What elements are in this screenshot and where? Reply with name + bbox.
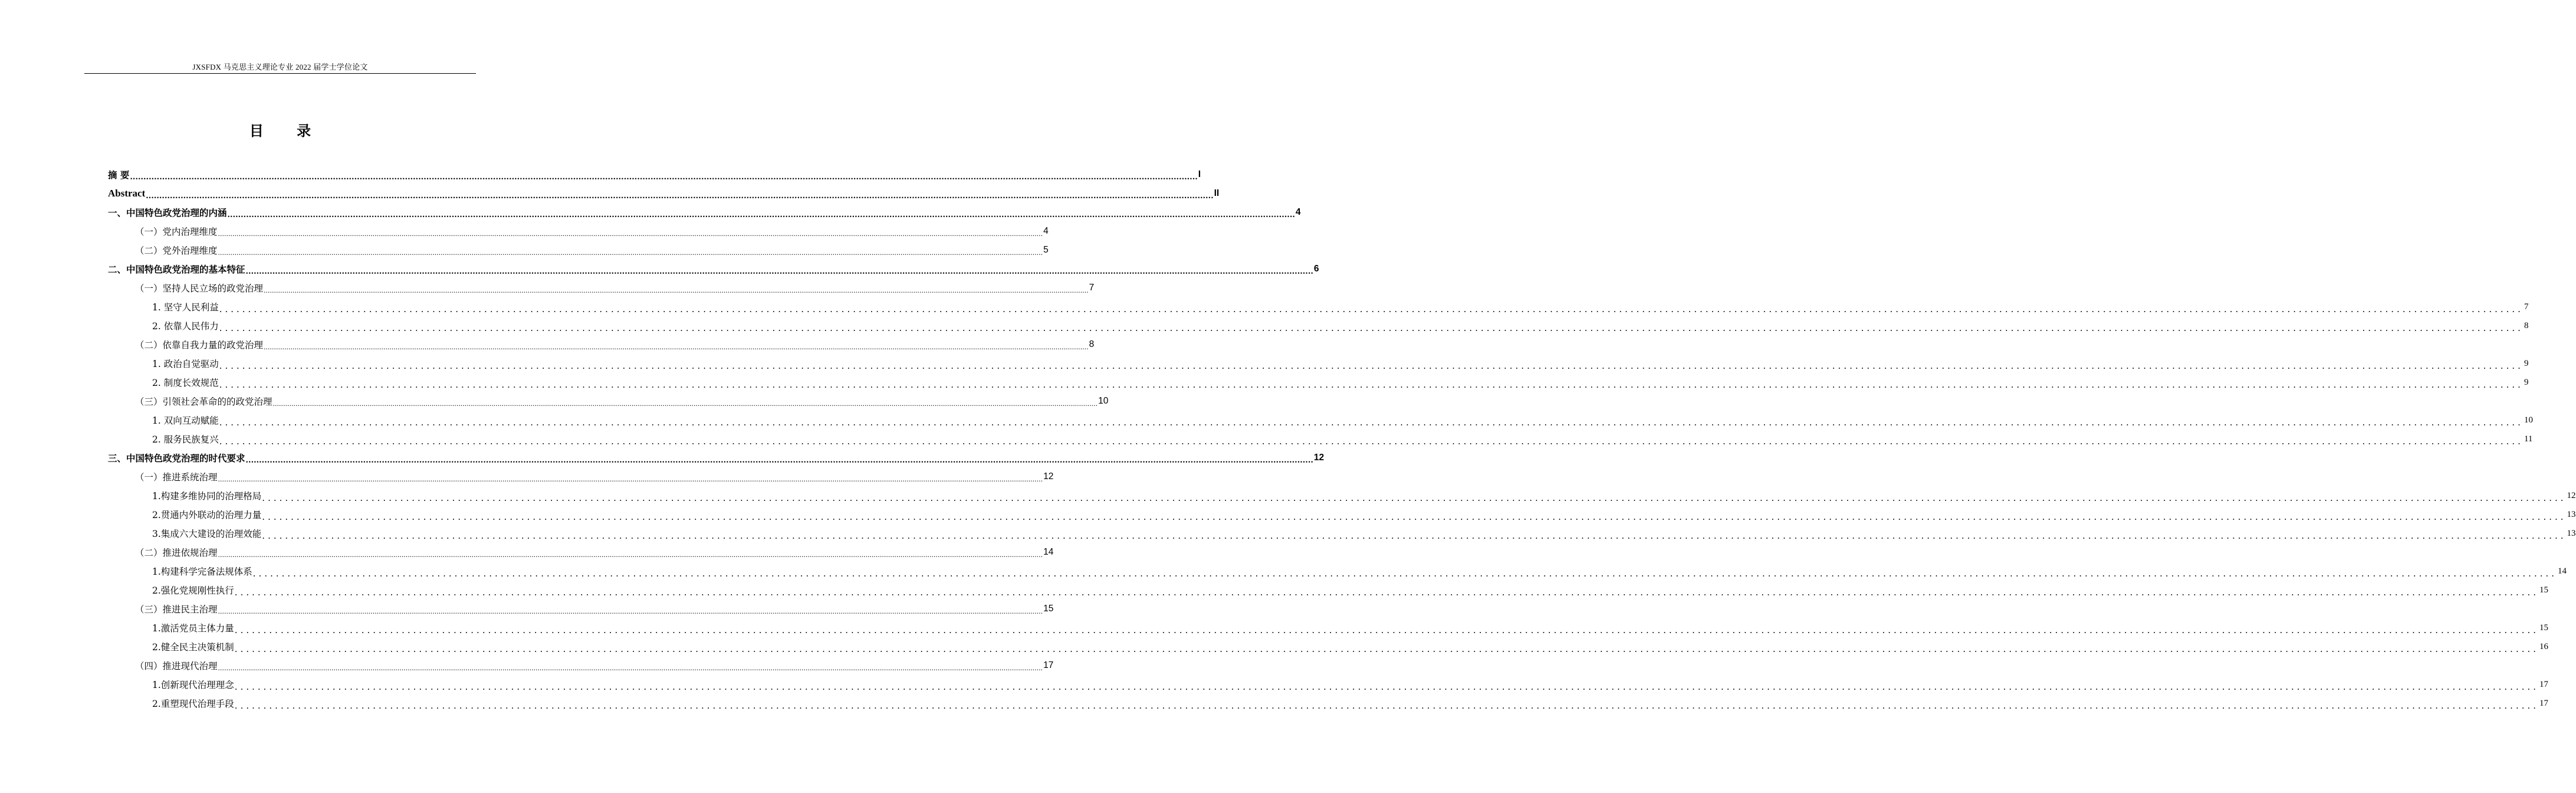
toc-entry[interactable] xyxy=(108,505,2576,524)
toc-entry[interactable] xyxy=(108,222,1049,241)
dot-leader: ................................................................................................................................................................................................................................................................................................................................................................................................................ xyxy=(218,664,1043,672)
toc-entry-label: （一）坚持人民立场的政党治理 xyxy=(135,283,264,294)
toc-entry[interactable] xyxy=(108,618,2549,637)
toc-entry-page-number: 4 xyxy=(1295,207,1301,217)
toc-entry-page-number: 16 xyxy=(2539,641,2549,651)
toc-entry[interactable] xyxy=(108,297,2529,316)
dot-leader: ................................................................................................................................................................................................................................................................................................................................................................................................................ xyxy=(264,286,1089,294)
toc-entry[interactable] xyxy=(108,543,1054,562)
toc-entry-label: 1.构建科学完备法规体系 xyxy=(152,566,252,577)
toc-entry-label: 1.创新现代治理理念 xyxy=(152,680,234,690)
toc-entry-page-number: 15 xyxy=(1043,604,1054,614)
toc-entry-page-number: 5 xyxy=(1043,245,1049,255)
toc-entry-page-number: 6 xyxy=(1313,264,1319,274)
dot-leader: ................................................................................................................................................................................................................................................................................................................................................................................................................ xyxy=(252,568,2558,579)
toc-entry[interactable] xyxy=(108,373,2529,392)
toc-entry-label: （二）依靠自我力量的政党治理 xyxy=(135,340,264,350)
dot-leader: ................................................................................................................................................................................................................................................................................................................................................................................................................ xyxy=(218,550,1043,559)
toc-entry-label: 2.贯通内外联动的治理力量 xyxy=(152,510,262,520)
toc-entry[interactable] xyxy=(108,165,1201,184)
toc-entry-label: Abstract xyxy=(108,188,146,199)
header-rule xyxy=(84,73,476,74)
toc-entry[interactable] xyxy=(108,599,1054,618)
dot-leader: ................................................................................................................................................................................................................................................................................................................................................................................................................ xyxy=(219,303,2524,314)
dot-leader: ................................................................................................................................................................................................................................................................................................................................................................................................................ xyxy=(262,511,2567,522)
toc-entry[interactable] xyxy=(108,184,1220,203)
toc-entry-label: 二、中国特色政党治理的基本特征 xyxy=(108,264,245,275)
toc-entry-page-number: 4 xyxy=(1043,226,1049,236)
dot-leader: ................................................................................................................................................................................................................................................................................................................................................................................................................ xyxy=(262,492,2567,503)
toc-entry[interactable] xyxy=(108,694,2549,713)
toc-entry-page-number: 7 xyxy=(2524,302,2529,312)
toc-entry-page-number: 13 xyxy=(2567,509,2576,519)
dot-leader: ................................................................................................................................................................................................................................................................................................................................................................................................................ xyxy=(146,191,1214,201)
toc-entry[interactable] xyxy=(108,411,2533,430)
toc-entry[interactable] xyxy=(108,241,1049,260)
toc-entry[interactable] xyxy=(108,316,2529,335)
dot-leader: ................................................................................................................................................................................................................................................................................................................................................................................................................ xyxy=(218,475,1043,483)
toc-entry-page-number: 17 xyxy=(1043,660,1054,670)
toc-entry[interactable] xyxy=(108,354,2529,373)
toc-entry[interactable] xyxy=(108,637,2549,656)
toc-entry[interactable] xyxy=(108,430,2533,448)
toc-entry-label: 2.强化党规刚性执行 xyxy=(152,585,234,596)
toc-entry-label: （三）推进民主治理 xyxy=(135,604,218,615)
dot-leader: ................................................................................................................................................................................................................................................................................................................................................................................................................ xyxy=(245,267,1313,276)
toc-entry-label: （三）引领社会革命的的政党治理 xyxy=(135,396,272,407)
toc-entry[interactable] xyxy=(108,392,1109,411)
toc-entry-label: 2.重塑现代治理手段 xyxy=(152,699,234,709)
toc-entry-page-number: I xyxy=(1198,169,1201,179)
toc-entry-page-number: 9 xyxy=(2524,377,2529,387)
dot-leader: ................................................................................................................................................................................................................................................................................................................................................................................................................ xyxy=(219,417,2524,428)
toc-entry[interactable] xyxy=(108,260,1319,278)
toc-entry[interactable] xyxy=(108,335,1095,354)
toc-entry-page-number: 10 xyxy=(2524,415,2533,425)
table-of-contents xyxy=(108,165,2576,713)
toc-entry[interactable] xyxy=(108,656,1054,675)
toc-entry-page-number: 7 xyxy=(1089,283,1095,293)
toc-entry[interactable] xyxy=(108,581,2549,599)
toc-entry-label: 三、中国特色政党治理的时代要求 xyxy=(108,453,245,464)
dot-leader: ................................................................................................................................................................................................................................................................................................................................................................................................................ xyxy=(234,700,2539,711)
toc-entry-label: 1. 政治自觉驱动 xyxy=(152,359,219,369)
toc-entry-page-number: 17 xyxy=(2539,679,2549,689)
toc-entry-label: 1. 双向互动赋能 xyxy=(152,415,219,426)
toc-entry-page-number: 17 xyxy=(2539,698,2549,708)
dot-leader: ................................................................................................................................................................................................................................................................................................................................................................................................................ xyxy=(234,624,2539,635)
toc-entry[interactable] xyxy=(108,524,2576,543)
dot-leader: ................................................................................................................................................................................................................................................................................................................................................................................................................ xyxy=(219,360,2524,371)
toc-entry-label: 1. 坚守人民利益 xyxy=(152,302,219,313)
dot-leader: ................................................................................................................................................................................................................................................................................................................................................................................................................ xyxy=(227,210,1295,219)
toc-entry-page-number: 14 xyxy=(2558,566,2567,576)
toc-entry-page-number: 11 xyxy=(2524,434,2533,444)
toc-entry[interactable] xyxy=(108,486,2576,505)
dot-leader: ................................................................................................................................................................................................................................................................................................................................................................................................................ xyxy=(219,435,2524,447)
toc-entry-label: 2. 依靠人民伟力 xyxy=(152,321,219,332)
page-title: 目 录 xyxy=(249,123,326,139)
dot-leader: ................................................................................................................................................................................................................................................................................................................................................................................................................ xyxy=(245,456,1313,465)
toc-entry-label: （一）党内治理维度 xyxy=(135,227,218,237)
toc-entry[interactable] xyxy=(108,675,2549,694)
toc-entry-page-number: 12 xyxy=(1043,471,1054,481)
toc-entry-label: （一）推进系统治理 xyxy=(135,472,218,483)
toc-entry-page-number: 8 xyxy=(1089,339,1095,349)
toc-entry-page-number: 9 xyxy=(2524,358,2529,368)
toc-entry[interactable] xyxy=(108,467,1054,486)
toc-entry[interactable] xyxy=(108,278,1095,297)
toc-entry-label: （二）推进依规治理 xyxy=(135,548,218,558)
toc-entry-page-number: II xyxy=(1214,188,1220,198)
toc-entry-label: 2. 制度长效规范 xyxy=(152,378,219,388)
toc-entry-label: 摘 要 xyxy=(108,170,130,181)
toc-entry-page-number: 10 xyxy=(1098,396,1109,406)
toc-entry-page-number: 12 xyxy=(1313,453,1325,463)
dot-leader: ................................................................................................................................................................................................................................................................................................................................................................................................................ xyxy=(272,399,1098,408)
toc-entry[interactable] xyxy=(108,562,2567,581)
dot-leader: ................................................................................................................................................................................................................................................................................................................................................................................................................ xyxy=(219,322,2524,333)
dot-leader: ................................................................................................................................................................................................................................................................................................................................................................................................................ xyxy=(264,343,1089,351)
toc-entry-page-number: 8 xyxy=(2524,320,2529,330)
toc-entry-label: 一、中国特色政党治理的内涵 xyxy=(108,208,227,218)
toc-entry-page-number: 15 xyxy=(2539,622,2549,633)
dot-leader: ................................................................................................................................................................................................................................................................................................................................................................................................................ xyxy=(130,172,1198,182)
dot-leader: ................................................................................................................................................................................................................................................................................................................................................................................................................ xyxy=(218,230,1043,238)
toc-entry-page-number: 14 xyxy=(1043,547,1054,557)
toc-entry-label: 2.健全民主决策机制 xyxy=(152,642,234,653)
toc-entry-label: （二）党外治理维度 xyxy=(135,245,218,256)
toc-entry-label: （四）推进现代治理 xyxy=(135,661,218,671)
dot-leader: ................................................................................................................................................................................................................................................................................................................................................................................................................ xyxy=(234,586,2539,598)
toc-entry-page-number: 15 xyxy=(2539,585,2549,595)
dot-leader: ................................................................................................................................................................................................................................................................................................................................................................................................................ xyxy=(234,681,2539,692)
dot-leader: ................................................................................................................................................................................................................................................................................................................................................................................................................ xyxy=(234,643,2539,654)
toc-entry-page-number: 12 xyxy=(2567,490,2576,500)
toc-entry[interactable] xyxy=(108,203,1301,222)
toc-entry-label: 1.构建多维协同的治理格局 xyxy=(152,491,262,502)
dot-leader: ................................................................................................................................................................................................................................................................................................................................................................................................................ xyxy=(218,248,1043,257)
running-header: JXSFDX 马克思主义理论专业 2022 届学士学位论文 xyxy=(192,63,368,71)
dot-leader: ................................................................................................................................................................................................................................................................................................................................................................................................................ xyxy=(218,607,1043,615)
toc-entry[interactable] xyxy=(108,448,1325,467)
toc-entry-label: 3.集成六大建设的治理效能 xyxy=(152,529,262,539)
dot-leader: ................................................................................................................................................................................................................................................................................................................................................................................................................ xyxy=(219,379,2524,390)
toc-entry-label: 2. 服务民族复兴 xyxy=(152,434,219,445)
toc-entry-label: 1.激活党员主体力量 xyxy=(152,623,234,634)
dot-leader: ................................................................................................................................................................................................................................................................................................................................................................................................................ xyxy=(262,530,2567,541)
toc-entry-page-number: 13 xyxy=(2567,528,2576,538)
